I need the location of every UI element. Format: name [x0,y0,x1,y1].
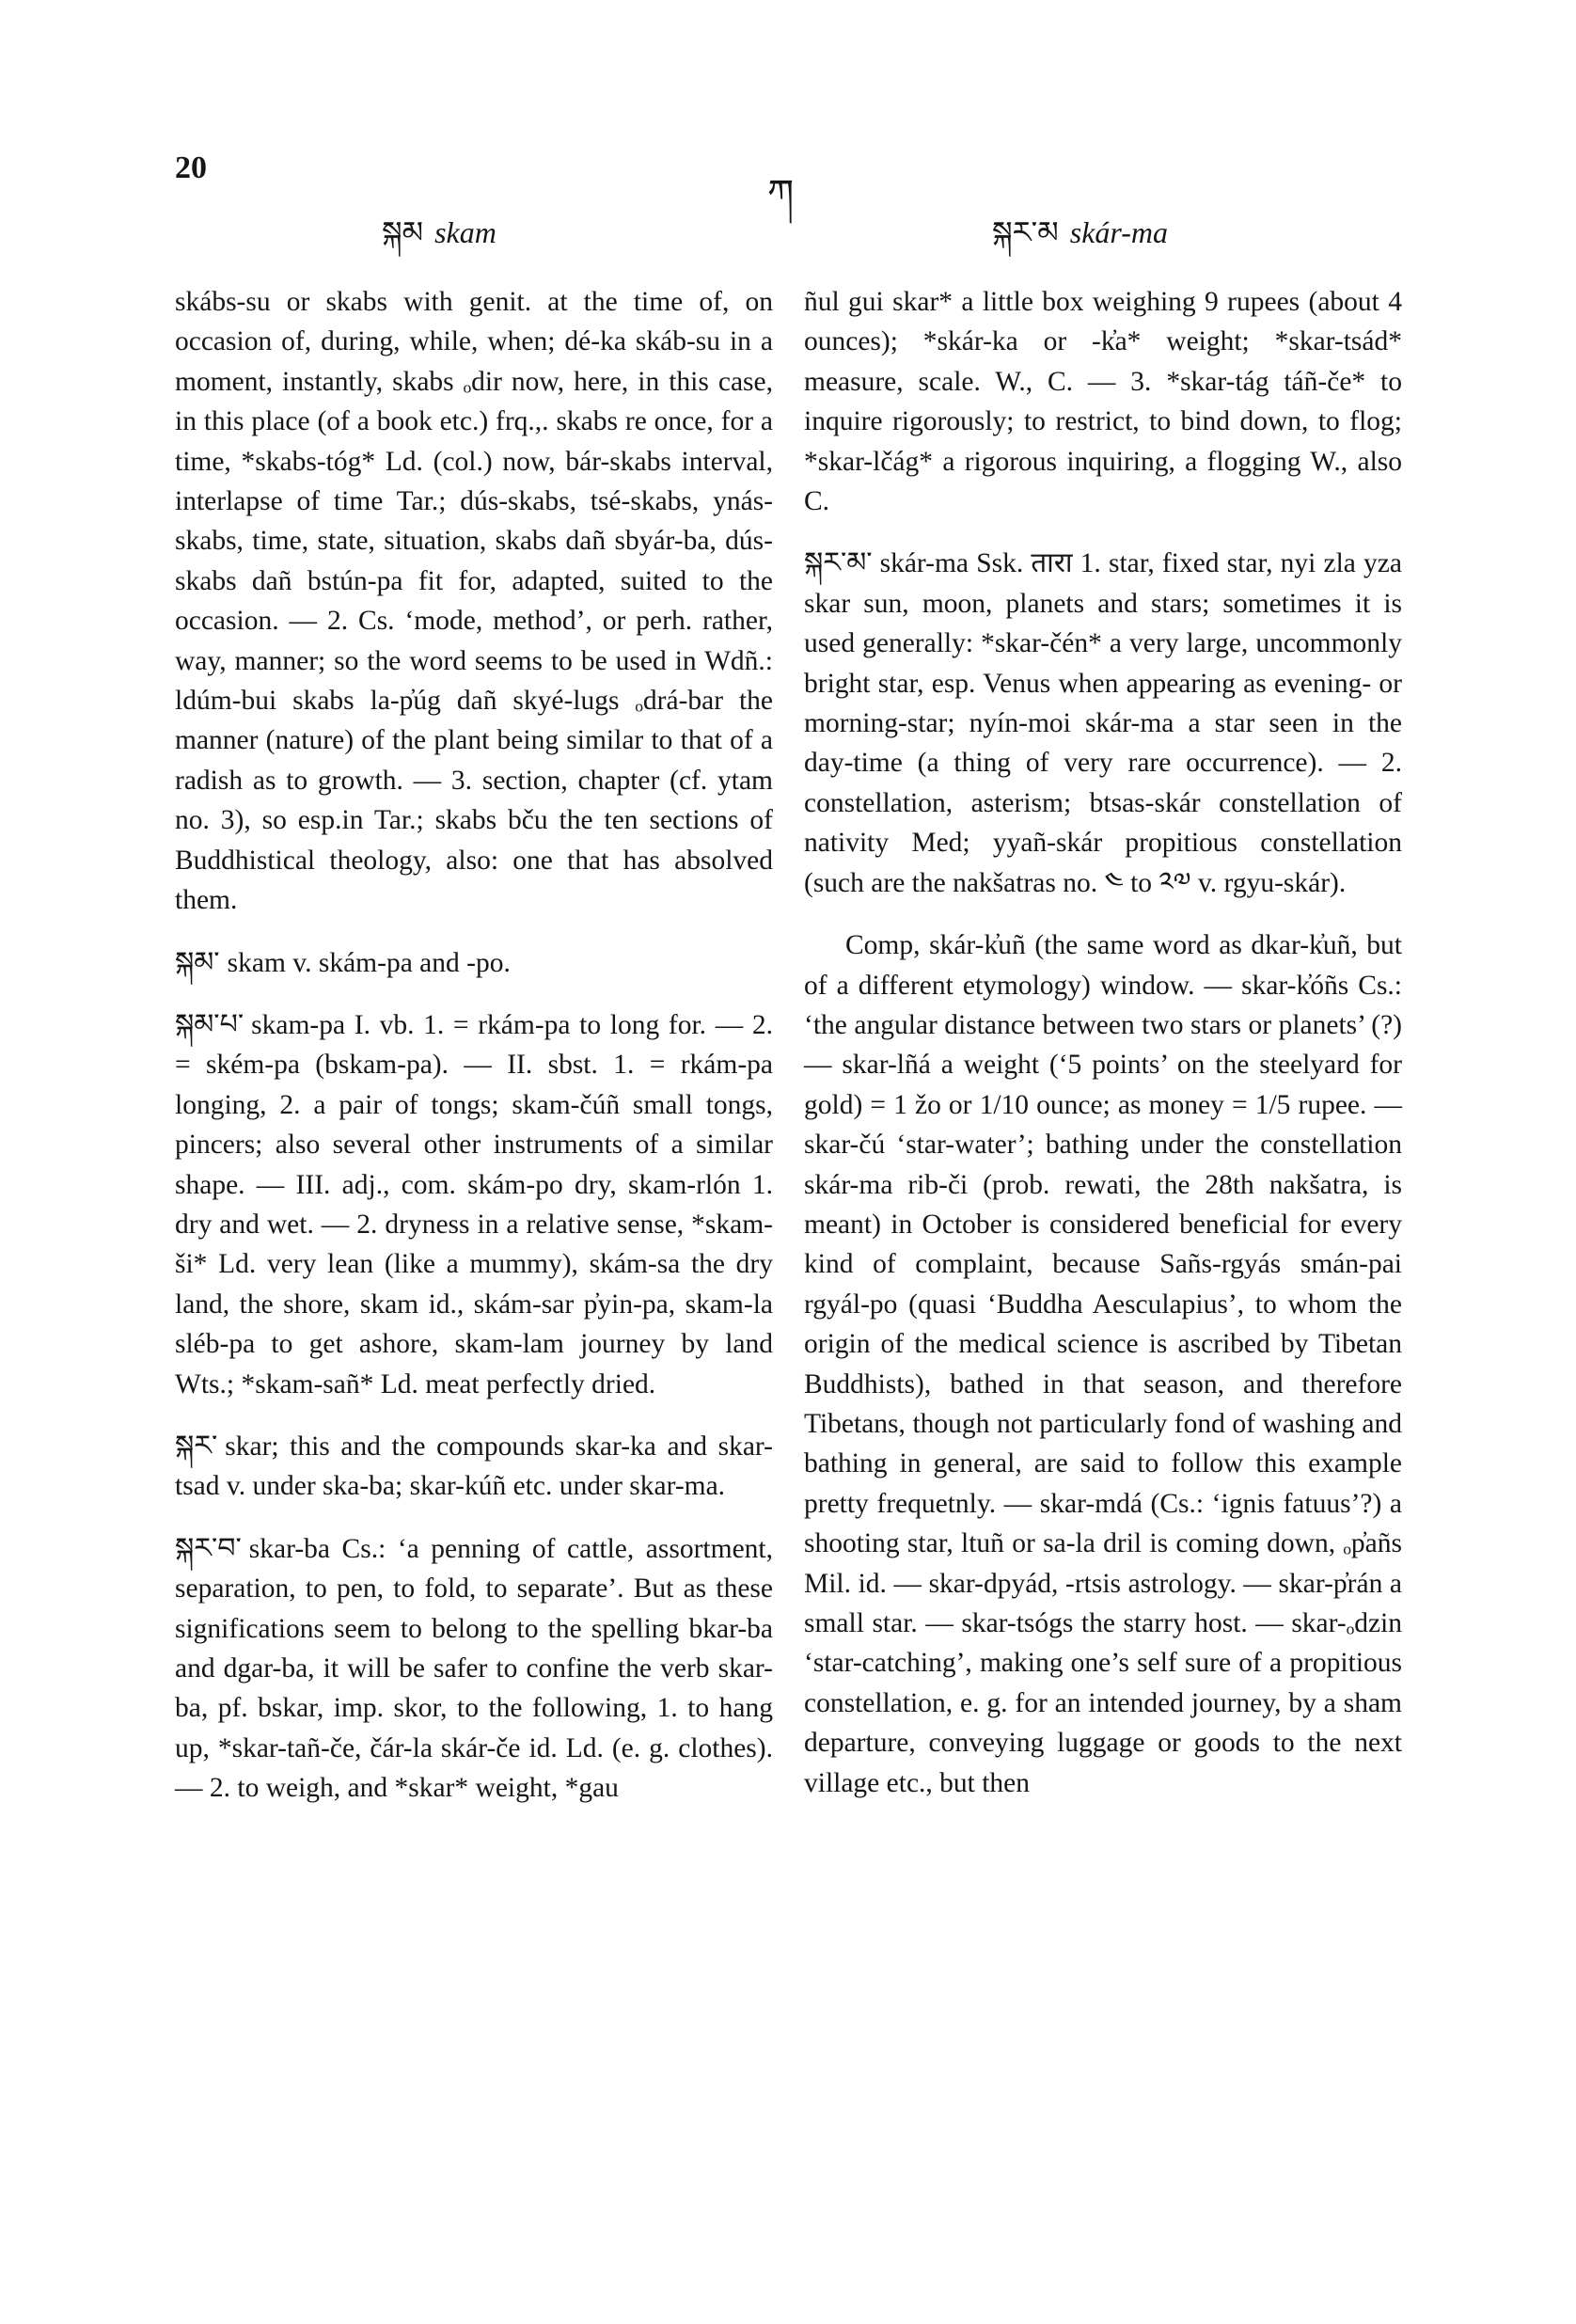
dictionary-entry [175,1529,773,1809]
headword-tibetan: སྐར་ [175,1429,218,1462]
entry-text: skar; this and the compounds skar-ka and skar-tsad v. under ska-ba; skar-kúñ etc. under skar-ma. [175,1431,773,1502]
running-head-left-word: skam [434,215,496,249]
headword-tibetan: སྐམ་ [175,945,220,979]
dictionary-entry [175,1427,773,1507]
entry-text: skam v. skám-pa and -po. [227,947,511,978]
running-head-left-tibetan: སྐམ [382,214,424,250]
running-head-left [382,199,496,284]
dictionary-entry [175,943,773,983]
compounds-paragraph [804,925,1402,1803]
running-head-right-tibetan: སྐར་མ [992,214,1059,250]
left-column [175,282,773,1831]
dictionary-entry [175,1005,773,1404]
headword-tibetan: སྐམ་པ་ [175,1007,244,1041]
dictionary-entry [804,544,1402,903]
headword-tibetan: སྐར་བ་ [175,1531,242,1565]
headword-tibetan: སྐར་མ་ [804,546,873,580]
right-column [804,282,1402,1826]
running-head-right [992,199,1168,284]
entry-continuation [175,282,773,921]
entry-text: skábs-su or skabs with genit. at the time of, on occasion of, during, while, when; dé-ka skáb-su in a moment, instantly, skabs ₒdir now, here, in this case, in this place (of a book etc.) frq.,. skabs re once, for a time, *skabs-tóg* Ld. (col.) now, bár-skabs interval, interlapse of time Tar.; dús-skabs, tsé-skabs, ynás-skabs, time, state, situation, skabs dañ sbyár-ba, dús-skabs dañ bstún-pa fit for, adapted, suited to the occasion. — 2. Cs. ‘mode, method’, or perh. rather, way, manner; so the word seems to be used in Wdñ.: ldúm-bui skabs la-p̓úg dañ skyé-lugs ₒdrá-bar the manner (nature) of the plant being similar to that of a radish as to growth. — 3. section, chapter (cf. ytam no. 3), so esp.in Tar.; skabs bču the ten sections of Buddhistical theology, also: one that has absolved them. [175,287,773,916]
entry-text: Comp, skár-k̓uñ (the same word as dkar-k̓uñ, but of a different etymology) window. — skar-k̓óñs Cs.: ‘the angular distance between two stars or planets’ (?) — skar-lñá a weight (‘5 points’ on the steelyard for gold) = 1 žo or 1/10 ounce; as money = 1/5 rupee. — skar-čú ‘star-water’; bathing under the constellation skár-ma rib-či (prob. rewati, the 28th nakšatra, is meant) in October is considered beneficial for every kind of complaint, because Sañs-rgyás smán-pai rgyál-po (quasi ‘Buddha Aesculapius’, to whom the origin of the medical science is ascribed by Tibetan Buddhists), bathed in that season, and therefore Tibetans, though not particularly fond of washing and bathing in general, are said to follow this example pretty frequetnly. — skar-mdá (Cs.: ‘ignis fatuus’?) a shooting star, ltuñ or sa-la dril is coming down, ₒp̓añs Mil. id. — skar-dpyád, -rtsis astrology. — skar-p̓rán a small star. — skar-tsógs the starry host. — skar-ₒdzin ‘star-catching’, making one’s self sure of a propitious constellation, e. g. for an intended journey, by a sham departure, conveying luggage or goods to the next village etc., but then [804,930,1402,1798]
page-number: 20 [175,150,207,185]
section-letter-glyph: ཀ [767,172,795,214]
running-head-right-word: skár-ma [1069,215,1168,249]
entry-continuation [804,282,1402,521]
entry-text: ñul gui skar* a little box weighing 9 rupees (about 4 ounces); *skár-ka or -k̓a* weight; *skar-tsád* measure, scale. W., C. — 3. *skar-tág táñ-če* to inquire rigorously; to restrict, to bind down, to flog; *skar-lčág* a rigorous inquiring, a flogging W., also C. [804,287,1402,517]
entry-text: skár-ma Ssk. तारा 1. star, fixed star, nyi zla yza skar sun, moon, planets and stars; sometimes it is used generally: *skar-čén* a very large, uncommonly bright star, esp. Venus when appearing as evening- or morning-star; nyín-moi skár-ma a star seen in the day-time (a thing of very rare occurrence). — 2. constellation, asterism; btsas-skár constellation of nativity Med; yyañ-skár propitious constellation (such are the nakšatras no. ༤ to ༢༧ v. rgyu-skár). [804,548,1402,898]
entry-text: skar-ba Cs.: ‘a penning of cattle, assortment, separation, to pen, to fold, to separate’. But as these significations seem to belong to the spelling bkar-ba and dgar-ba, it will be safer to confine the verb skar-ba, pf. bskar, imp. skor, to the following, 1. to hang up, *skar-tañ-če, čár-la skár-če id. Ld. (e. g. clothes). — 2. to weigh, and *skar* weight, *gau [175,1533,773,1804]
entry-text: skam-pa I. vb. 1. = rkám-pa to long for. — 2. = ském-pa (bskam-pa). — II. sbst. 1. = rkám-pa longing, 2. a pair of tongs; skam-čúñ small tongs, pincers; also several other instruments of a similar shape. — III. adj., com. skám-po dry, skam-rlón 1. dry and wet. — 2. dryness in a relative sense, *skam-ši* Ld. very lean (like a mummy), skám-sa the dry land, the shore, skam id., skám-sar p̓yin-pa, skam-la sléb-pa to get ashore, skam-lam journey by land Wts.; *skam-sañ* Ld. meat perfectly dried. [175,1009,773,1399]
